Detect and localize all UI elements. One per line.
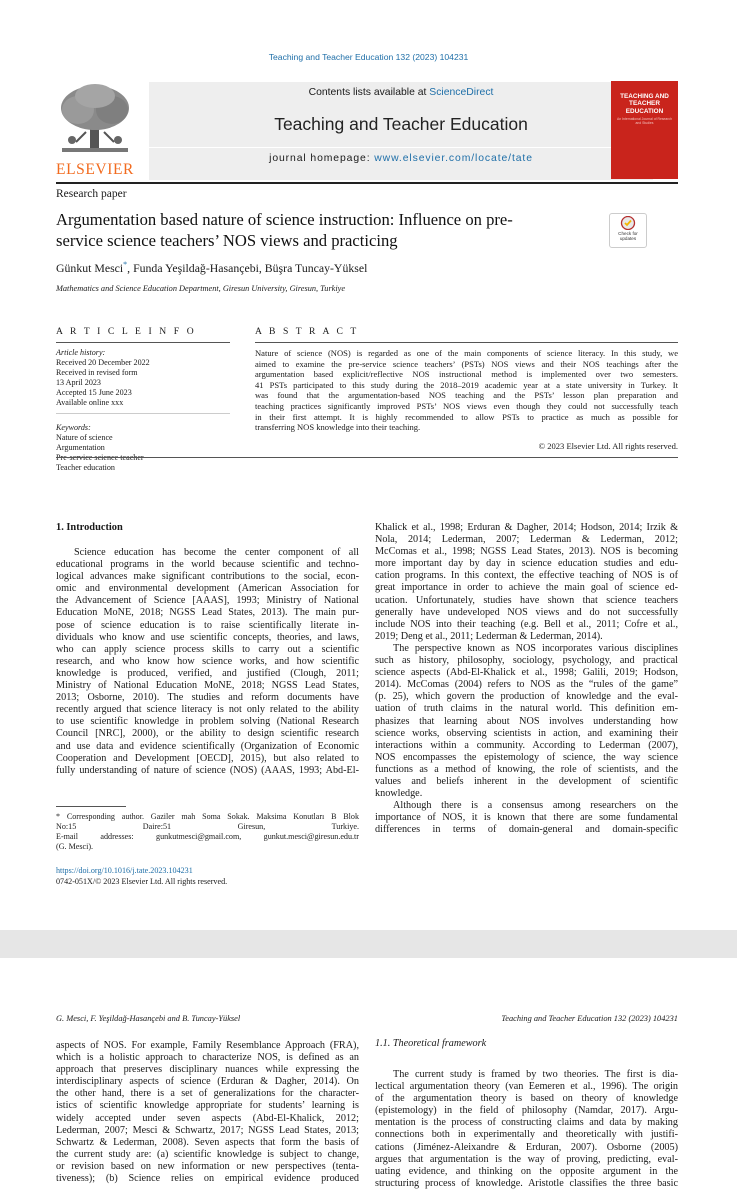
affiliation: Mathematics and Science Education Department, Giresun University, Giresun, Turkiye bbox=[56, 284, 346, 293]
running-head[interactable]: Teaching and Teacher Education 132 (2023) 104231 bbox=[268, 52, 469, 62]
text-line: include NOS into their teaching (e.g. Bell et al., 2011; Cofre et al., bbox=[375, 618, 678, 630]
article-info-heading: A R T I C L E I N F O bbox=[56, 326, 197, 337]
text-line: Council [NRC], 2000), or the ability to design scientific research bbox=[56, 728, 359, 740]
badge-label: Check for updates bbox=[618, 231, 638, 241]
text-line: Nola, 2014; Lederman, 2007; Lederman & Lederman, 2012; bbox=[375, 534, 678, 546]
abstract-bottom-rule bbox=[56, 457, 678, 458]
text-line: structuring process of knowledge. Aristotle classifies the three basic bbox=[375, 1177, 678, 1189]
keywords-label: Keywords: bbox=[56, 423, 91, 432]
history-entry: Received in revised form bbox=[56, 368, 138, 377]
text-line: The perspective known as NOS incorporates various disciplines bbox=[393, 642, 678, 654]
text-line: of the argumentation theory is based on theory of knowledge bbox=[375, 1093, 678, 1105]
cover-title: TEACHING AND TEACHER EDUCATION bbox=[620, 93, 669, 115]
abstract-line: in their first attempt. It is highly recommended to allow PSTs to practice as much as possible for bbox=[255, 411, 678, 422]
elsevier-tree-icon bbox=[56, 82, 134, 156]
text-line: interactions within a community. According to Lederman (2007), bbox=[375, 739, 678, 751]
text-line: the current study are: (a) scientific knowledge is subject to change, bbox=[56, 1148, 359, 1160]
text-line: phasizes that learning about NOS involves understanding how bbox=[375, 715, 678, 727]
abstract-line: argumentation based explicit/reflective NOS instructional method is implemented over two semesters. bbox=[255, 369, 678, 380]
footnote bbox=[56, 812, 359, 852]
page-header-authors: G. Mesci, F. Yeşildağ-Hasançebi and B. Tuncay-Yüksel bbox=[56, 1014, 241, 1023]
text-line: (epistemology) in the field of philosophy (Namdar, 2017). Argu- bbox=[375, 1105, 678, 1117]
text-line: cations (Jiménez-Aleixandre & Erduran, 2007). Osborne (2005) bbox=[375, 1141, 678, 1153]
text-line: generally have undeveloped NOS views and do not successfully bbox=[375, 606, 678, 618]
text-line: logical advances make significant contributions to the social, econ- bbox=[56, 571, 359, 583]
text-line: dividuals who know and use scientific concepts, theories, and laws, bbox=[56, 631, 359, 643]
homepage-prefix: journal homepage: bbox=[269, 153, 375, 164]
text-line: differences in terms of domain-general and domain-specific bbox=[375, 824, 678, 836]
abstract-heading: A B S T R A C T bbox=[255, 326, 359, 337]
footnote-line: No:15 Daire:51 Giresun, Turkiye. bbox=[56, 822, 359, 831]
text-line: ucation. Unfortunately, studies have shown that science teachers bbox=[375, 594, 678, 606]
text-line: tiveness); (b) Science relies on empirical evidence produced bbox=[56, 1173, 359, 1185]
text-line: 2013; Osborne, 2010). The studies and reform documents have bbox=[56, 692, 359, 704]
text-line: science aspects (Abd-El-Khalick et al., 1998; Galili, 2019; Hodson, bbox=[375, 667, 678, 679]
text-line: Ministry of National Education MoNE, 2018; NGSS Lead States, bbox=[56, 680, 359, 692]
homepage-link[interactable]: www.elsevier.com/locate/tate bbox=[374, 153, 533, 164]
text-line: to use scientific knowledge in problem solving (National Research bbox=[56, 716, 359, 728]
page-header-journal: Teaching and Teacher Education 132 (2023) 104231 bbox=[501, 1014, 678, 1023]
keyword: Teacher education bbox=[56, 463, 115, 472]
masthead-divider bbox=[149, 147, 653, 148]
footnote-line: (G. Mesci). bbox=[56, 842, 94, 851]
corresponding-author-mark[interactable]: * bbox=[123, 260, 128, 269]
text-line: (p. 25), which govern the production of knowledge and the eval- bbox=[375, 691, 678, 703]
page-two bbox=[0, 958, 737, 1200]
text-line: the other hand, there is a set of generalizations for the character- bbox=[56, 1088, 359, 1100]
text-line: Khalick et al., 1998; Erduran & Dagher, 2014; Hodson, 2014; Irzik & bbox=[375, 522, 678, 533]
bookmark-check-icon bbox=[619, 216, 637, 230]
doi-link[interactable]: https://doi.org/10.1016/j.tate.2023.104231 bbox=[56, 866, 193, 875]
text-line: or revision based on new information or new perspectives (tenta- bbox=[56, 1160, 359, 1172]
title-line: Argumentation based nature of science instruction: Influence on pre- bbox=[56, 210, 513, 229]
header-rule bbox=[56, 182, 678, 184]
text-line: interdisciplinary aspects of science (Erduran & Dagher, 2014). On bbox=[56, 1076, 359, 1088]
keyword: Argumentation bbox=[56, 443, 105, 452]
text-line: Education MoNE, 2018; NGSS Lead States, 2013). The main pur- bbox=[56, 607, 359, 619]
issn-line: 0742-051X/© 2023 Elsevier Ltd. All rights reserved. bbox=[56, 877, 228, 886]
title-line: service science teachers’ NOS views and practicing bbox=[56, 230, 398, 250]
text-line: great importance in order to achieve the main goal of science ed- bbox=[375, 582, 678, 594]
text-line: who can apply science process skills to carry out a scientific bbox=[56, 643, 359, 655]
contents-prefix: Contents lists available at bbox=[308, 87, 430, 98]
keyword: Nature of science bbox=[56, 433, 113, 442]
keyword: Pre-service science teacher bbox=[56, 453, 144, 462]
article-info-rule bbox=[56, 342, 230, 343]
text-line: lectical argumentation theory (van Eemeren et al., 1996). The origin bbox=[375, 1081, 678, 1093]
text-line: istics of scientific knowledge appropriate for students’ learning is bbox=[56, 1100, 359, 1112]
abstract-rule bbox=[255, 342, 678, 343]
text-line: importance of NOS, it is known that there are some fundamental bbox=[375, 812, 678, 824]
text-line: fully understanding of nature of science (NOS) (AAAS, 1993; Abd-El- bbox=[56, 764, 359, 776]
text-line: Although there is a consensus among researchers on the bbox=[393, 800, 678, 812]
abstract-line: transferring NOS knowledge into their teaching. bbox=[255, 422, 421, 433]
subsection-heading: 1.1. Theoretical framework bbox=[375, 1038, 487, 1049]
authors bbox=[56, 260, 367, 276]
text-line: uation of truth claims in the natural world. This definition em- bbox=[375, 703, 678, 715]
text-line: more important day by day in science education studies and edu- bbox=[375, 558, 678, 570]
copyright: © 2023 Elsevier Ltd. All rights reserved. bbox=[538, 441, 678, 451]
page-two-left-column bbox=[56, 1040, 359, 1185]
footnote-line: E-mail addresses: gunkutmesci@gmail.com, gunkut.mesci@giresun.edu.tr bbox=[56, 832, 359, 841]
text-line: research, and who know how science works, and how scientific bbox=[56, 655, 359, 667]
author-list: , Funda Yeşildağ-Hasançebi, Büşra Tuncay-Yüksel bbox=[127, 260, 368, 275]
keywords-rule bbox=[56, 413, 230, 414]
history-entry: 13 April 2023 bbox=[56, 378, 101, 387]
intro-left-column bbox=[56, 547, 359, 777]
contents-line bbox=[149, 87, 653, 98]
text-line: NOS encompasses the epistemology of science, the way science bbox=[375, 751, 678, 763]
abstract-line: aimed to examine the pre-service science teachers’ (PSTs) NOS views and their NOS teachings after the bbox=[255, 358, 678, 369]
keywords-list bbox=[56, 433, 144, 473]
elsevier-logo[interactable] bbox=[56, 82, 134, 178]
text-line: knowledge is produced, verified, and justified (Clough, 2011; bbox=[56, 667, 359, 679]
text-line: argues that argumentation is the way of proving, predicting, eval- bbox=[375, 1153, 678, 1165]
text-line: connections both in experimentally and theoretically with justifi- bbox=[375, 1129, 678, 1141]
abstract-line: teaching practices significantly improved PSTs’ NOS views even though they could not successfully teach bbox=[255, 400, 678, 411]
text-line: aspects of NOS. For example, Family Resemblance Approach (FRA), bbox=[56, 1040, 359, 1051]
text-line: Science education has become the center component of all bbox=[74, 547, 359, 558]
cover-subtitle: An International Journal of Research and Studies bbox=[616, 117, 673, 126]
author-link[interactable]: Günkut Mesci bbox=[56, 260, 124, 275]
article-history bbox=[56, 358, 150, 408]
journal-cover[interactable] bbox=[611, 81, 678, 179]
text-line: educational programs in the world because scientific and techno- bbox=[56, 559, 359, 571]
text-line: 2014). McComas (2004) refers to NOS as the “rules of the game” bbox=[375, 679, 678, 691]
publisher-name: ELSEVIER bbox=[56, 161, 134, 178]
text-line: The current study is framed by two theories. The first is dia- bbox=[393, 1069, 678, 1080]
text-line: Cooperation and Development [OECD], 2015), but also related to bbox=[56, 752, 359, 764]
text-line: recently argued that science literacy is not only related to the ability bbox=[56, 704, 359, 716]
sciencedirect-link[interactable]: ScienceDirect bbox=[429, 87, 494, 98]
history-entry: Available online xxx bbox=[56, 398, 124, 407]
text-line: cation programs. In this context, the effective teaching of NOS is of bbox=[375, 570, 678, 582]
abstract-line: Nature of science (NOS) is regarded as one of the main components of science literacy. In this study, we bbox=[255, 348, 678, 358]
text-line: 2019; Deng et al., 2011; Lederman & Lederman, 2014). bbox=[375, 630, 603, 642]
footnote-line: * Corresponding author. Gaziler mah Soma Sokak. Maksima Konutları B Blok bbox=[56, 812, 359, 821]
text-line: mentation is the process of constructing claims and data by making bbox=[375, 1117, 678, 1129]
article-type: Research paper bbox=[56, 188, 127, 200]
text-line: uating evidence, and thinking on the opposite argument in the bbox=[375, 1165, 678, 1177]
text-line: values and beliefs inherent in the development of scientific bbox=[375, 775, 678, 787]
text-line: McComas et al., 1998; NGSS Lead States, 2013). NOS is becoming bbox=[375, 546, 678, 558]
intro-right-column bbox=[375, 522, 678, 836]
text-line: omic and environmental development (American Association for bbox=[56, 583, 359, 595]
history-label: Article history: bbox=[56, 348, 106, 357]
text-line: widely accepted under seven aspects (Abd-El-Khalick, 2012; bbox=[56, 1112, 359, 1124]
abstract-line: 41 PSTs participated to this study during the 2018–2019 academic year at a state university in Turkey. It bbox=[255, 379, 678, 390]
page-two-right-column bbox=[375, 1069, 678, 1190]
text-line: Lederman, 2007; Mesci & Schwartz, 2017; NGSS Lead States, 2013; bbox=[56, 1124, 359, 1136]
footnote-rule bbox=[56, 806, 126, 807]
text-line: knowledge. bbox=[375, 788, 423, 800]
text-line: Schwartz & Lederman, 2008). Seven aspects that form the basis of bbox=[56, 1136, 359, 1148]
text-line: approach that preserves disciplinary nuances while expressing the bbox=[56, 1064, 359, 1076]
section-heading: 1. Introduction bbox=[56, 522, 123, 533]
text-line: pose of science education is to raise scientifically literate in- bbox=[56, 619, 359, 631]
text-line: functions as a method of knowing, the role of scientists, and the bbox=[375, 763, 678, 775]
text-line: and use data and evidence scientifically (Organization of Economic bbox=[56, 740, 359, 752]
abstract-line: was found that the argumentation-based NOS teaching and the PSTs’ lesson plan preparation and bbox=[255, 390, 678, 401]
article-title bbox=[56, 210, 513, 251]
history-entry: Accepted 15 June 2023 bbox=[56, 388, 132, 397]
history-entry: Received 20 December 2022 bbox=[56, 358, 150, 367]
check-for-updates-badge[interactable] bbox=[609, 213, 647, 248]
text-line: which is a holistic approach to characterize NOS, is defined as an bbox=[56, 1052, 359, 1064]
journal-title[interactable]: Teaching and Teacher Education bbox=[274, 114, 528, 134]
homepage-line bbox=[149, 153, 653, 164]
text-line: science works, observing scientists in action, and examining their bbox=[375, 727, 678, 739]
text-line: the Advancement of Science [AAAS], 1993; Ministry of National bbox=[56, 595, 359, 607]
text-line: such as history, philosophy, sociology, psychology, and practical bbox=[375, 655, 678, 667]
abstract-body bbox=[255, 348, 678, 433]
